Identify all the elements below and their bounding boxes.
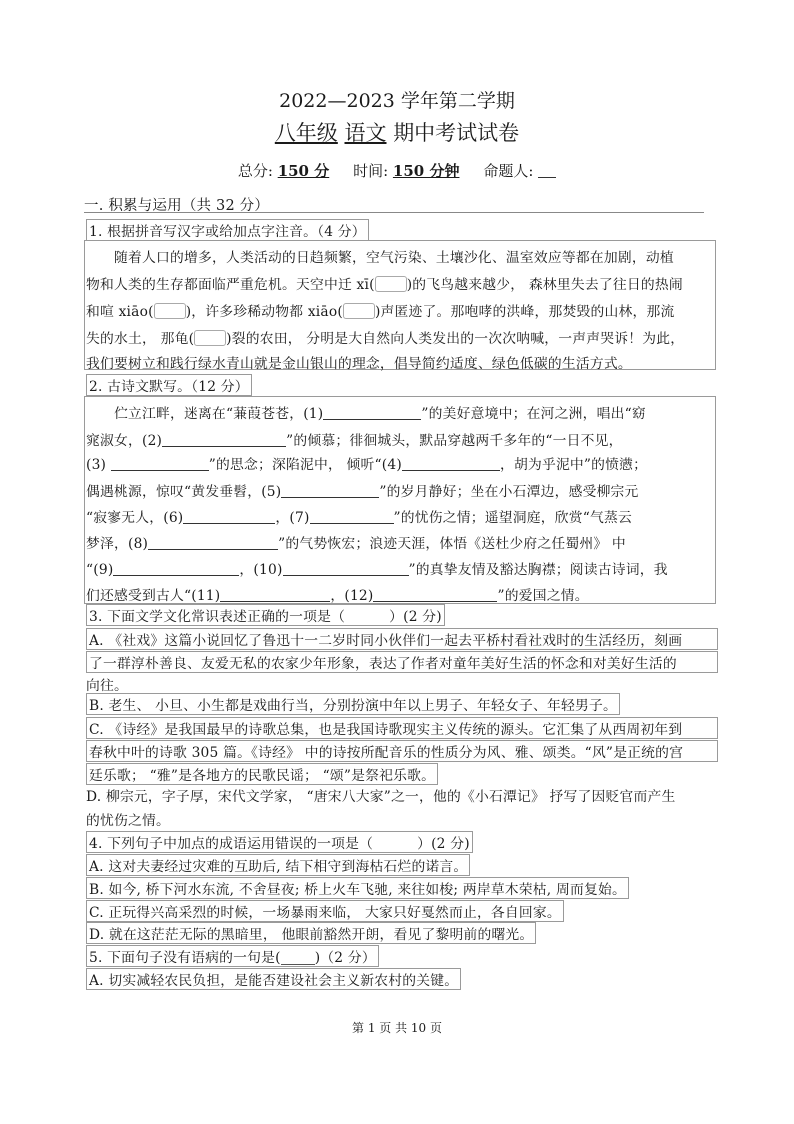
fill-blank-10[interactable] bbox=[283, 561, 409, 576]
q1-line-2 bbox=[86, 273, 683, 293]
fill-blank-8[interactable] bbox=[148, 535, 278, 550]
q2-line-1b: ”的美好意境中；在河之洲，唱出“窈 bbox=[421, 406, 646, 422]
grade-label: 八年级 bbox=[274, 121, 338, 145]
q2-line-6 bbox=[86, 532, 626, 552]
q2-line-5c: ”的忧伤之情；遥望洞庭，欣赏“气蒸云 bbox=[393, 510, 632, 526]
q2-line-8a: 们还感受到古人“(11) bbox=[86, 588, 221, 604]
q3-option-c-line-1: C. 《诗经》是我国最早的诗歌总集，也是我国诗歌现实主义传统的源头。它汇集了从西周初年到 bbox=[86, 717, 718, 739]
q2-line-6b: ”的气势恢宏；浪迹天涯，体悟《送杜少府之任蜀州》 中 bbox=[278, 536, 626, 552]
q2-line-1a: 伫立江畔，迷离在“蒹葭苍苍，(1) bbox=[114, 406, 324, 422]
q2-line-8c: ”的爱国之情。 bbox=[497, 588, 589, 604]
q1-line-4a: 失的水土， 那龟( bbox=[86, 331, 195, 347]
answer-box-1[interactable] bbox=[375, 276, 407, 292]
q1-line-3a: 和喧 xiāo( bbox=[86, 304, 154, 320]
q2-line-3b: ”的思念；深陷泥中， 倾听“(4) bbox=[208, 457, 402, 473]
fill-blank-5[interactable] bbox=[281, 483, 379, 498]
fill-blank-3[interactable] bbox=[111, 456, 209, 471]
q5-stem-b: )（2 分） bbox=[314, 950, 376, 966]
q3-option-c-line-3: 廷乐歌； “雅”是各地方的民歌民谣； “颂”是祭祀乐歌。 bbox=[86, 763, 438, 785]
q2-line-7 bbox=[86, 558, 668, 578]
time-label: 时间: bbox=[353, 162, 389, 180]
fill-blank-6[interactable] bbox=[183, 509, 275, 524]
q2-line-5 bbox=[86, 506, 632, 526]
fill-blank-7[interactable] bbox=[310, 509, 394, 524]
q1-line-4 bbox=[86, 327, 684, 347]
q1-line-1: 随着人口的增多，人类活动的日趋频繁，空气污染、土壤沙化、温室效应等都在加剧，动植 bbox=[114, 250, 674, 266]
q3-stem-b: ）(2 分) bbox=[389, 609, 442, 625]
q4-stem-a: 4. 下列句子中加点的成语运用错误的一项是（ bbox=[89, 836, 374, 852]
q1-line-3 bbox=[86, 300, 674, 320]
q2-line-3a: (3) bbox=[86, 457, 107, 473]
q3-stem bbox=[86, 604, 445, 626]
q2-line-2b: ”的倾慕；徘徊城头，默品穿越两千多年的“一日不见， bbox=[286, 433, 623, 449]
q2-line-8 bbox=[86, 584, 589, 604]
q2-line-5a: “寂寥无人，(6) bbox=[86, 510, 184, 526]
q2-line-5b: ，(7) bbox=[275, 510, 310, 526]
exam-name: 期中考试试卷 bbox=[393, 121, 520, 145]
q3-answer-box[interactable] bbox=[345, 610, 389, 624]
q1-stem: 1. 根据拼音写汉字或给加点字注音。（4 分） bbox=[86, 219, 369, 241]
q5-answer-box[interactable] bbox=[281, 950, 315, 965]
q2-stem: 2. 古诗文默写。（12 分） bbox=[86, 374, 252, 396]
q1-line-2b: )的飞鸟越来越少， 森林里失去了往日的热闹 bbox=[406, 277, 683, 293]
section-divider bbox=[84, 212, 704, 213]
q2-line-4b: ”的岁月静好；坐在小石潭边，感受柳宗元 bbox=[379, 484, 639, 500]
author-label: 命题人: bbox=[483, 162, 534, 180]
fill-blank-9[interactable] bbox=[113, 561, 239, 576]
score-label: 总分: bbox=[237, 162, 273, 180]
subject-label: 语文 bbox=[344, 121, 387, 145]
score-value: 150 分 bbox=[277, 162, 330, 180]
q3-option-a-line-3: 向往。 bbox=[86, 678, 128, 694]
q2-line-2 bbox=[86, 429, 623, 449]
answer-box-4[interactable] bbox=[194, 330, 226, 346]
fill-blank-2[interactable] bbox=[162, 432, 286, 447]
author-blank[interactable] bbox=[538, 163, 556, 178]
q2-line-2a: 窕淑女，(2) bbox=[86, 433, 163, 449]
fill-blank-1[interactable] bbox=[323, 405, 421, 420]
q2-line-4 bbox=[86, 480, 639, 500]
q3-option-a-line-1: A. 《社戏》这篇小说回忆了鲁迅十一二岁时同小伙伴们一起去平桥村看社戏时的生活经历，刻画 bbox=[86, 628, 718, 650]
q1-line-4b: )裂的农田， 分明是大自然向人类发出的一次次呐喊，一声声哭诉！为此， bbox=[226, 331, 685, 347]
q3-option-c-line-2: 春秋中叶的诗歌 305 篇。《诗经》 中的诗按所配音乐的性质分为风、雅、颂类。“风”是正统的宫 bbox=[86, 740, 718, 762]
exam-meta bbox=[0, 160, 794, 181]
q3-option-d-line-2: 的忧伤之情。 bbox=[86, 813, 170, 829]
q3-option-d-line-1: D. 柳宗元，字子厚，宋代文学家， “唐宋八大家”之一，他的《小石潭记》 抒写了因贬官而产生 bbox=[86, 789, 676, 805]
q2-line-6a: 梦泽，(8) bbox=[86, 536, 149, 552]
q1-line-3b: )，许多珍稀动物都 xiāo( bbox=[185, 304, 343, 320]
q2-line-7c: ”的真挚友情及豁达胸襟；阅读古诗词，我 bbox=[408, 562, 668, 578]
q4-option-a: A. 这对夫妻经过灾难的互助后, 结下相守到海枯石烂的诺言。 bbox=[86, 854, 470, 876]
answer-box-2[interactable] bbox=[154, 303, 186, 319]
q4-option-c: C. 正玩得兴高采烈的时候，一场暴雨来临， 大家只好戛然而止，各自回家。 bbox=[86, 900, 564, 922]
q5-stem bbox=[86, 945, 379, 967]
q2-line-3 bbox=[86, 453, 647, 473]
answer-box-3[interactable] bbox=[343, 303, 375, 319]
q2-line-3c: ，胡为乎泥中”的愤懑； bbox=[499, 457, 648, 473]
q2-line-7a: “(9) bbox=[86, 562, 114, 578]
q2-line-8b: ，(12) bbox=[330, 588, 374, 604]
q5-stem-a: 5. 下面句子没有语病的一句是( bbox=[89, 950, 281, 966]
fill-blank-4[interactable] bbox=[402, 456, 500, 471]
time-value: 150 分钟 bbox=[392, 162, 460, 180]
q2-line-1 bbox=[114, 402, 646, 422]
exam-year-title: 2022—2023 学年第二学期 bbox=[279, 90, 515, 112]
q3-option-b: B. 老生、 小旦、小生都是戏曲行当，分别扮演中年以上男子、年轻女子、年轻男子。 bbox=[86, 693, 620, 715]
q1-line-3c: )声匿迹了。那咆哮的洪峰，那焚毁的山林，那流 bbox=[374, 304, 675, 320]
q2-line-7b: ，(10) bbox=[239, 562, 283, 578]
q3-option-a-line-2: 了一群淳朴善良、友爱无私的农家少年形象，表达了作者对童年美好生活的怀念和对美好生活的 bbox=[86, 651, 718, 673]
q1-line-2a: 物和人类的生存都面临严重危机。天空中迁 xī( bbox=[86, 277, 375, 293]
fill-blank-11[interactable] bbox=[220, 587, 330, 602]
fill-blank-12[interactable] bbox=[373, 587, 497, 602]
q4-option-d: D. 就在这茫茫无际的黑暗里， 他眼前豁然开朗，看见了黎明前的曙光。 bbox=[86, 922, 536, 944]
q4-stem-b: ）(2 分) bbox=[417, 836, 470, 852]
q4-answer-box[interactable] bbox=[373, 837, 417, 851]
exam-title bbox=[0, 117, 794, 147]
q3-stem-a: 3. 下面文学文化常识表述正确的一项是（ bbox=[89, 609, 346, 625]
q1-line-5: 我们要树立和践行绿水青山就是金山银山的理念，倡导简约适度、绿色低碳的生活方式。 bbox=[86, 356, 632, 372]
q2-line-4a: 偶遇桃源，惊叹“黄发垂髫，(5) bbox=[86, 484, 282, 500]
q4-option-b: B. 如今, 桥下河水东流, 不舍昼夜; 桥上火车飞驰, 来往如梭; 两岸草木荣枯, 周而复始。 bbox=[86, 877, 629, 899]
q4-stem bbox=[86, 831, 473, 853]
page-footer: 第 1 页 共 10 页 bbox=[352, 1021, 442, 1035]
section-title: 一. 积累与运用（共 32 分） bbox=[84, 198, 270, 214]
q5-option-a: A. 切实减轻农民负担，是能否建设社会主义新农村的关键。 bbox=[86, 968, 461, 990]
